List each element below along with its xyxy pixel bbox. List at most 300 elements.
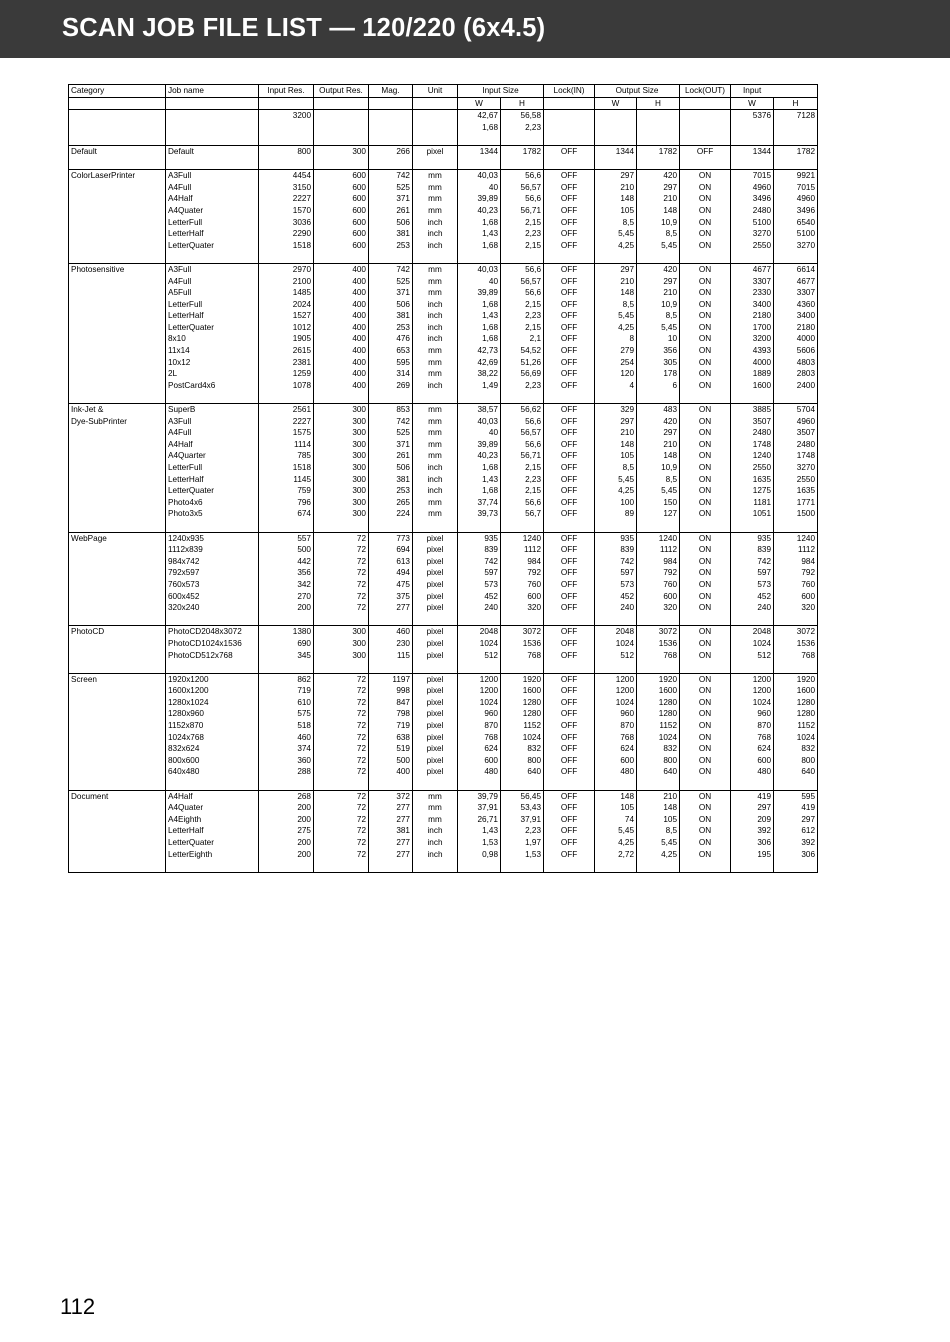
cell-input-h: 56,6 <box>501 439 544 451</box>
cell-input-res: 557 <box>259 532 314 544</box>
cell-output-h: 105 <box>637 814 680 826</box>
cell-px-h: 4677 <box>774 276 818 288</box>
cell-lock-in: OFF <box>544 240 595 252</box>
cell-input-w: 1,53 <box>458 837 501 849</box>
cell-lock-out: ON <box>680 474 731 486</box>
cell-px-h: 306 <box>774 849 818 861</box>
cell-output-w: 148 <box>595 790 637 802</box>
cell-lock-in: OFF <box>544 474 595 486</box>
cell-output-res: 300 <box>314 626 369 638</box>
cell-output-res: 300 <box>314 462 369 474</box>
cell-px-h: 1920 <box>774 673 818 685</box>
cell-mag: 853 <box>369 404 413 416</box>
cell-output-res: 600 <box>314 240 369 252</box>
cell-px-w: 3307 <box>731 276 774 288</box>
header-unit: Unit <box>413 85 458 98</box>
cell-input-h: 56,57 <box>501 427 544 439</box>
cell-input-h: 3072 <box>501 626 544 638</box>
cell-category <box>69 462 166 474</box>
cell-mag: 525 <box>369 276 413 288</box>
cell-unit: pixel <box>413 755 458 767</box>
cell-lock-out: ON <box>680 404 731 416</box>
spacer-row <box>69 133 818 145</box>
cell-input-res: 2227 <box>259 416 314 428</box>
cell-px-w: 4000 <box>731 357 774 369</box>
cell-category <box>69 368 166 380</box>
cell-output-h: 800 <box>637 755 680 767</box>
cell-output-w: 480 <box>595 766 637 778</box>
cell-px-h: 4960 <box>774 193 818 205</box>
cell-px-w: 4393 <box>731 345 774 357</box>
cell-input-w: 1,49 <box>458 380 501 392</box>
cell-output-w: 5,45 <box>595 474 637 486</box>
header-job-name: Job name <box>166 85 259 98</box>
table-row <box>69 790 818 802</box>
cell-mag: 381 <box>369 228 413 240</box>
cell-input-w: 40,23 <box>458 205 501 217</box>
subheader-output-w: W <box>595 97 637 110</box>
cell-output-h: 10 <box>637 333 680 345</box>
cell-mag: 742 <box>369 263 413 275</box>
cell-input-w: 1,43 <box>458 474 501 486</box>
cell-lock-in: OFF <box>544 602 595 614</box>
cell-input-h: 54,52 <box>501 345 544 357</box>
cell-input-w: 1,68 <box>458 485 501 497</box>
cell-job-name: 640x480 <box>166 766 259 778</box>
cell-unit: mm <box>413 170 458 182</box>
cell-lock-in: OFF <box>544 650 595 662</box>
cell-category <box>69 439 166 451</box>
cell-output-w: 8,5 <box>595 217 637 229</box>
table-row <box>69 685 818 697</box>
cell-output-h: 8,5 <box>637 474 680 486</box>
cell-mag: 314 <box>369 368 413 380</box>
cell-px-h: 595 <box>774 790 818 802</box>
cell-lock-in: OFF <box>544 404 595 416</box>
cell-output-res: 400 <box>314 276 369 288</box>
cell-output-w: 573 <box>595 579 637 591</box>
cell-lock-in: OFF <box>544 755 595 767</box>
cell-lock-in: OFF <box>544 497 595 509</box>
table-row <box>69 474 818 486</box>
cell-input-w: 40,03 <box>458 170 501 182</box>
cell-px-h: 600 <box>774 591 818 603</box>
cell-category <box>69 310 166 322</box>
cell-px-w: 480 <box>731 766 774 778</box>
cell-unit: inch <box>413 333 458 345</box>
cell-input-w: 40 <box>458 427 501 439</box>
cell-output-res: 72 <box>314 732 369 744</box>
cell-px-w: 4677 <box>731 263 774 275</box>
cell-output-res: 300 <box>314 439 369 451</box>
cell-output-res <box>314 122 369 134</box>
cell-unit: mm <box>413 193 458 205</box>
cell-category <box>69 485 166 497</box>
cell-output-res: 300 <box>314 416 369 428</box>
cell-mag: 506 <box>369 299 413 311</box>
cell-px-w: 1240 <box>731 450 774 462</box>
cell-input-res: 1518 <box>259 462 314 474</box>
cell-lock-out: ON <box>680 755 731 767</box>
cell-px-h: 800 <box>774 755 818 767</box>
cell-category <box>69 650 166 662</box>
cell-lock-out: ON <box>680 720 731 732</box>
cell-input-res: 2024 <box>259 299 314 311</box>
table-row <box>69 145 818 157</box>
cell-px-h: 3270 <box>774 240 818 252</box>
cell-output-w: 2048 <box>595 626 637 638</box>
cell-output-res: 400 <box>314 263 369 275</box>
cell-mag: 742 <box>369 170 413 182</box>
cell-output-h: 148 <box>637 450 680 462</box>
cell-output-res: 72 <box>314 720 369 732</box>
cell-input-w: 38,57 <box>458 404 501 416</box>
cell-px-h: 832 <box>774 743 818 755</box>
cell-px-h: 1748 <box>774 450 818 462</box>
cell-mag: 261 <box>369 205 413 217</box>
cell-output-w: 4,25 <box>595 837 637 849</box>
cell-px-h: 1024 <box>774 732 818 744</box>
cell-unit: mm <box>413 345 458 357</box>
cell-input-w: 935 <box>458 532 501 544</box>
cell-px-w: 1200 <box>731 685 774 697</box>
cell-input-res: 1570 <box>259 205 314 217</box>
cell-unit: inch <box>413 380 458 392</box>
cell-px-w: 392 <box>731 825 774 837</box>
cell-input-h: 1,97 <box>501 837 544 849</box>
cell-category <box>69 837 166 849</box>
cell-input-res: 342 <box>259 579 314 591</box>
cell-job-name: 792x597 <box>166 567 259 579</box>
cell-category <box>69 276 166 288</box>
cell-input-w: 26,71 <box>458 814 501 826</box>
cell-input-h: 800 <box>501 755 544 767</box>
cell-input-res: 270 <box>259 591 314 603</box>
table-row <box>69 263 818 275</box>
cell-output-h: 483 <box>637 404 680 416</box>
cell-output-w: 4,25 <box>595 240 637 252</box>
cell-output-res: 600 <box>314 205 369 217</box>
cell-output-h: 150 <box>637 497 680 509</box>
cell-input-res: 2381 <box>259 357 314 369</box>
cell-input-res: 4454 <box>259 170 314 182</box>
cell-input-res: 518 <box>259 720 314 732</box>
cell-mag: 253 <box>369 322 413 334</box>
cell-lock-out: ON <box>680 650 731 662</box>
cell-mag: 253 <box>369 240 413 252</box>
cell-lock-in: OFF <box>544 276 595 288</box>
cell-unit: mm <box>413 416 458 428</box>
cell-input-w: 240 <box>458 602 501 614</box>
cell-category: PhotoCD <box>69 626 166 638</box>
cell-input-res: 575 <box>259 708 314 720</box>
cell-input-w: 768 <box>458 732 501 744</box>
cell-category <box>69 299 166 311</box>
header-lock-out: Lock(OUT) <box>680 85 731 98</box>
cell-mag <box>369 110 413 122</box>
cell-job-name: 1112x839 <box>166 544 259 556</box>
cell-input-h: 56,58 <box>501 110 544 122</box>
cell-job-name: 832x624 <box>166 743 259 755</box>
cell-output-w: 8,5 <box>595 299 637 311</box>
table-row <box>69 567 818 579</box>
spacer-row <box>69 860 818 872</box>
cell-lock-in: OFF <box>544 697 595 709</box>
cell-output-h: 5,45 <box>637 240 680 252</box>
subheader-px-h: H <box>774 97 818 110</box>
cell-lock-out: ON <box>680 450 731 462</box>
cell-input-w: 1,68 <box>458 299 501 311</box>
cell-px-w: 600 <box>731 755 774 767</box>
cell-output-w: 8,5 <box>595 462 637 474</box>
cell-category <box>69 122 166 134</box>
cell-job-name: 10x12 <box>166 357 259 369</box>
cell-px-h: 4960 <box>774 416 818 428</box>
cell-px-w: 1024 <box>731 638 774 650</box>
table-row <box>69 416 818 428</box>
cell-input-w: 42,73 <box>458 345 501 357</box>
cell-unit: inch <box>413 228 458 240</box>
cell-output-h: 5,45 <box>637 837 680 849</box>
cell-lock-out: ON <box>680 357 731 369</box>
cell-job-name: LetterHalf <box>166 825 259 837</box>
cell-input-w: 597 <box>458 567 501 579</box>
cell-output-w: 100 <box>595 497 637 509</box>
cell-unit: pixel <box>413 766 458 778</box>
cell-mag: 269 <box>369 380 413 392</box>
table-row <box>69 299 818 311</box>
cell-unit: inch <box>413 240 458 252</box>
cell-job-name: 2L <box>166 368 259 380</box>
cell-job-name: A3Full <box>166 416 259 428</box>
cell-output-w: 870 <box>595 720 637 732</box>
cell-input-h: 56,71 <box>501 205 544 217</box>
cell-output-res: 72 <box>314 708 369 720</box>
cell-category <box>69 322 166 334</box>
cell-job-name: 760x573 <box>166 579 259 591</box>
cell-output-h: 10,9 <box>637 299 680 311</box>
cell-unit: pixel <box>413 697 458 709</box>
cell-px-h: 612 <box>774 825 818 837</box>
cell-input-h: 56,6 <box>501 497 544 509</box>
cell-input-h: 51,26 <box>501 357 544 369</box>
cell-lock-in: OFF <box>544 439 595 451</box>
cell-output-res: 400 <box>314 333 369 345</box>
cell-job-name: 1280x960 <box>166 708 259 720</box>
cell-output-w: 2,72 <box>595 849 637 861</box>
cell-output-w: 624 <box>595 743 637 755</box>
cell-category <box>69 228 166 240</box>
cell-lock-in: OFF <box>544 427 595 439</box>
cell-mag: 400 <box>369 766 413 778</box>
cell-output-w: 600 <box>595 755 637 767</box>
cell-category <box>69 380 166 392</box>
cell-unit: inch <box>413 299 458 311</box>
cell-output-res: 72 <box>314 591 369 603</box>
cell-mag: 371 <box>369 439 413 451</box>
cell-input-h: 56,6 <box>501 263 544 275</box>
cell-mag: 371 <box>369 287 413 299</box>
cell-category <box>69 732 166 744</box>
table-row <box>69 110 818 122</box>
cell-px-w: 2180 <box>731 310 774 322</box>
cell-job-name: 984x742 <box>166 556 259 568</box>
spacer-row <box>69 520 818 532</box>
subheader-input-w: W <box>458 97 501 110</box>
cell-output-w: 4,25 <box>595 485 637 497</box>
cell-lock-in: OFF <box>544 837 595 849</box>
cell-job-name: LetterHalf <box>166 474 259 486</box>
cell-mag: 476 <box>369 333 413 345</box>
cell-job-name: LetterFull <box>166 299 259 311</box>
cell-job-name: Photo4x6 <box>166 497 259 509</box>
cell-input-h: 53,43 <box>501 802 544 814</box>
cell-lock-in: OFF <box>544 145 595 157</box>
cell-unit: inch <box>413 825 458 837</box>
cell-output-h: 1240 <box>637 532 680 544</box>
cell-lock-out: ON <box>680 217 731 229</box>
cell-job-name: 1920x1200 <box>166 673 259 685</box>
table-row <box>69 743 818 755</box>
cell-category <box>69 217 166 229</box>
table-row <box>69 205 818 217</box>
table-row <box>69 228 818 240</box>
cell-lock-in: OFF <box>544 790 595 802</box>
cell-unit: mm <box>413 802 458 814</box>
cell-output-w: 1024 <box>595 697 637 709</box>
cell-px-h: 4000 <box>774 333 818 345</box>
cell-input-res: 1905 <box>259 333 314 345</box>
cell-job-name: LetterQuater <box>166 485 259 497</box>
cell-output-res: 72 <box>314 673 369 685</box>
cell-mag: 261 <box>369 450 413 462</box>
cell-input-res: 356 <box>259 567 314 579</box>
cell-output-w: 1200 <box>595 685 637 697</box>
cell-category <box>69 708 166 720</box>
cell-px-h: 1240 <box>774 532 818 544</box>
cell-px-w: 297 <box>731 802 774 814</box>
cell-unit: pixel <box>413 567 458 579</box>
cell-category <box>69 556 166 568</box>
subheader-input-h: H <box>501 97 544 110</box>
cell-input-h: 2,23 <box>501 228 544 240</box>
cell-mag: 638 <box>369 732 413 744</box>
header-output-res: Output Res. <box>314 85 369 98</box>
cell-px-h: 4360 <box>774 299 818 311</box>
header-mag: Mag. <box>369 85 413 98</box>
cell-lock-in: OFF <box>544 814 595 826</box>
cell-unit: pixel <box>413 685 458 697</box>
cell-px-w: 597 <box>731 567 774 579</box>
cell-px-h: 6540 <box>774 217 818 229</box>
cell-job-name: 600x452 <box>166 591 259 603</box>
cell-px-h: 5704 <box>774 404 818 416</box>
cell-input-w: 839 <box>458 544 501 556</box>
cell-input-res: 500 <box>259 544 314 556</box>
cell-lock-out: ON <box>680 837 731 849</box>
cell-mag: 773 <box>369 532 413 544</box>
cell-output-h: 5,45 <box>637 322 680 334</box>
table-row <box>69 450 818 462</box>
cell-px-w: 5376 <box>731 110 774 122</box>
cell-px-w: 2330 <box>731 287 774 299</box>
cell-unit: pixel <box>413 732 458 744</box>
cell-mag: 475 <box>369 579 413 591</box>
cell-input-w: 39,89 <box>458 193 501 205</box>
cell-lock-in: OFF <box>544 263 595 275</box>
cell-lock-in: OFF <box>544 825 595 837</box>
cell-px-h: 2480 <box>774 439 818 451</box>
cell-unit: pixel <box>413 626 458 638</box>
cell-input-w: 600 <box>458 755 501 767</box>
cell-input-w: 742 <box>458 556 501 568</box>
cell-mag: 613 <box>369 556 413 568</box>
cell-output-h: 1152 <box>637 720 680 732</box>
cell-output-w: 8 <box>595 333 637 345</box>
cell-px-h: 760 <box>774 579 818 591</box>
cell-output-w: 1024 <box>595 638 637 650</box>
cell-input-res <box>259 122 314 134</box>
cell-mag: 253 <box>369 485 413 497</box>
cell-mag: 375 <box>369 591 413 603</box>
cell-unit: mm <box>413 276 458 288</box>
table-row <box>69 650 818 662</box>
cell-mag: 381 <box>369 310 413 322</box>
cell-unit: pixel <box>413 650 458 662</box>
cell-output-w: 148 <box>595 439 637 451</box>
cell-output-res: 300 <box>314 497 369 509</box>
cell-output-res: 400 <box>314 380 369 392</box>
cell-unit: pixel <box>413 638 458 650</box>
cell-input-w: 1200 <box>458 685 501 697</box>
cell-lock-in: OFF <box>544 638 595 650</box>
cell-category <box>69 193 166 205</box>
spacer-row <box>69 661 818 673</box>
cell-input-h: 56,57 <box>501 276 544 288</box>
cell-mag: 372 <box>369 790 413 802</box>
subheader-row <box>69 97 818 110</box>
table-row <box>69 182 818 194</box>
cell-px-h: 2550 <box>774 474 818 486</box>
cell-input-w: 39,73 <box>458 508 501 520</box>
cell-unit <box>413 122 458 134</box>
cell-lock-out: ON <box>680 263 731 275</box>
cell-input-h: 2,15 <box>501 217 544 229</box>
cell-lock-out: ON <box>680 497 731 509</box>
cell-job-name: LetterQuater <box>166 837 259 849</box>
cell-px-w: 3400 <box>731 299 774 311</box>
cell-lock-in: OFF <box>544 567 595 579</box>
cell-category: Document <box>69 790 166 802</box>
cell-input-w: 1,68 <box>458 462 501 474</box>
cell-input-res: 268 <box>259 790 314 802</box>
cell-unit: inch <box>413 837 458 849</box>
table-row <box>69 497 818 509</box>
cell-job-name: A4Half <box>166 790 259 802</box>
cell-input-h: 1600 <box>501 685 544 697</box>
cell-input-res: 1114 <box>259 439 314 451</box>
cell-output-w: 1200 <box>595 673 637 685</box>
cell-lock-in: OFF <box>544 802 595 814</box>
table-row <box>69 591 818 603</box>
cell-lock-in: OFF <box>544 205 595 217</box>
cell-px-w: 3507 <box>731 416 774 428</box>
cell-output-res: 600 <box>314 182 369 194</box>
cell-px-h: 3400 <box>774 310 818 322</box>
cell-input-res: 275 <box>259 825 314 837</box>
cell-input-h: 56,6 <box>501 193 544 205</box>
cell-output-w: 5,45 <box>595 228 637 240</box>
